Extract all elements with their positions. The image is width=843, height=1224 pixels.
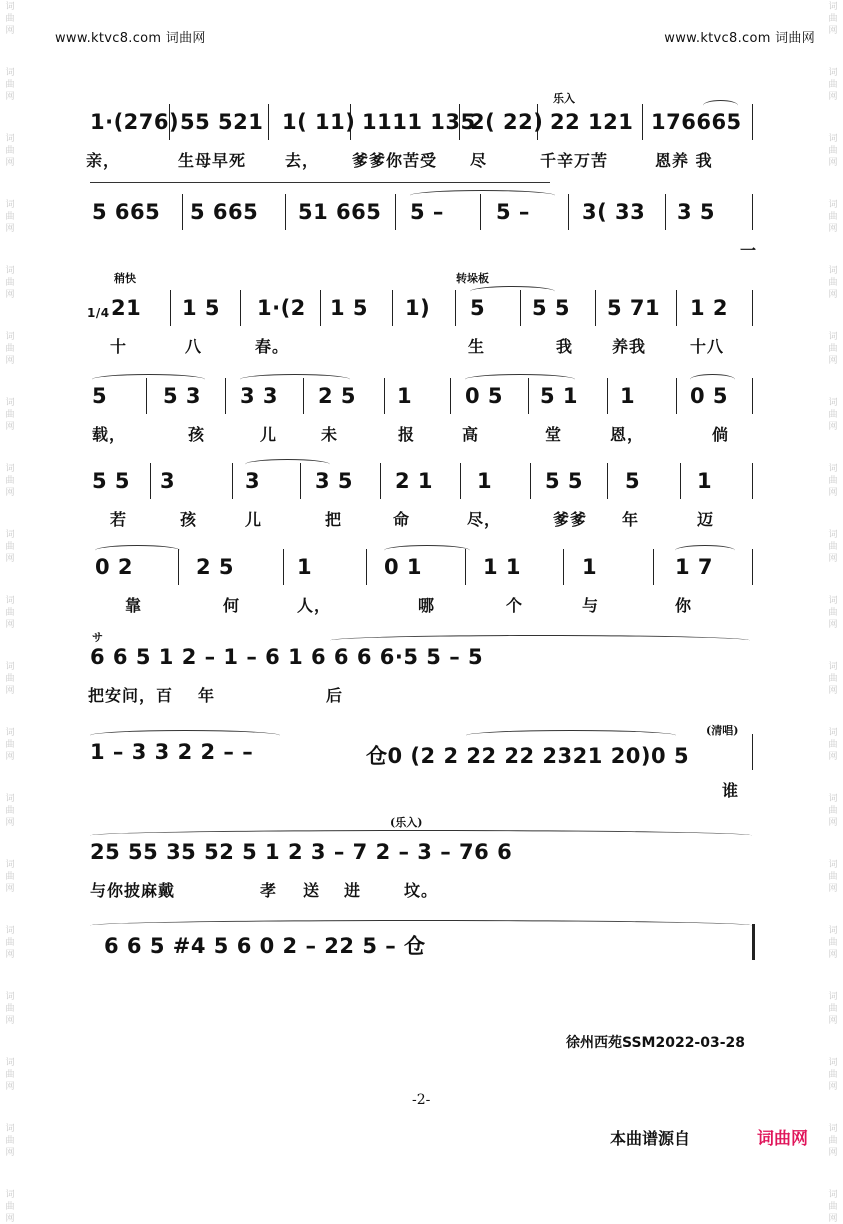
lyric-text: 亲，	[86, 151, 121, 170]
note-group: 51 665	[298, 200, 382, 224]
note-group: 2 5	[318, 384, 357, 408]
watermark-char: 网	[828, 1148, 838, 1158]
watermark-char: 网	[5, 356, 15, 366]
watermark-char: 曲	[828, 146, 838, 156]
watermark-char: 曲	[828, 278, 838, 288]
note-group: 3 5	[315, 469, 354, 493]
watermark-char: 曲	[5, 674, 15, 684]
watermark-char: 网	[5, 554, 15, 564]
bar-line	[450, 378, 451, 414]
watermark-char: 词	[828, 860, 838, 870]
watermark-char: 网	[5, 620, 15, 630]
watermark-char: 词	[828, 1058, 838, 1068]
bar-line	[752, 463, 753, 499]
watermark-char: 词	[5, 1124, 15, 1134]
watermark-char: 词	[5, 596, 15, 606]
note-group: 1	[477, 469, 493, 493]
bar-line	[303, 378, 304, 414]
lyric-text: 靠	[125, 596, 143, 615]
lyric-text: 春。	[255, 337, 290, 356]
lyric-text: 高	[462, 425, 480, 444]
note-group: 1 – 3 3 2 2 – –	[90, 740, 254, 764]
watermark-char: 词	[5, 134, 15, 144]
note-group: 1 5	[182, 296, 221, 320]
page-number: -2-	[412, 1092, 431, 1108]
watermark-char: 网	[5, 884, 15, 894]
bar-line	[752, 378, 753, 414]
watermark-char: 词	[5, 794, 15, 804]
note-group: 1	[397, 384, 413, 408]
bar-line	[384, 378, 385, 414]
note-group: 5 665	[92, 200, 161, 224]
watermark-char: 网	[5, 950, 15, 960]
watermark-char: 词	[5, 2, 15, 12]
note-group: 1	[620, 384, 636, 408]
watermark-char: 词	[5, 926, 15, 936]
watermark-char: 曲	[828, 410, 838, 420]
lyric-text: 年	[622, 510, 640, 529]
note-group: 3( 33	[582, 200, 646, 224]
lyric-text: 送	[303, 881, 321, 900]
watermark-char: 曲	[828, 80, 838, 90]
lyric-text: 去，	[285, 151, 320, 170]
watermark-char: 网	[5, 686, 15, 696]
watermark-char: 网	[828, 488, 838, 498]
watermark-char: 网	[828, 620, 838, 630]
note-group: 5	[470, 296, 486, 320]
bar-line	[568, 194, 569, 230]
watermark-char: 词	[5, 992, 15, 1002]
bar-line	[752, 549, 753, 585]
watermark-char: 网	[5, 422, 15, 432]
note-group: 6 6 5 1 2 – 1 – 6 1 6 6 6 6·5 5 – 5	[90, 645, 484, 669]
bar-line	[320, 290, 321, 326]
note-group: 0 2	[95, 555, 134, 579]
watermark-char: 词	[5, 662, 15, 672]
lyric-text: 儿	[260, 425, 278, 444]
watermark-char: 网	[828, 422, 838, 432]
lyric-text: 生母早死	[178, 151, 247, 170]
bar-line	[530, 463, 531, 499]
watermark-char: 网	[828, 1082, 838, 1092]
watermark-char: 曲	[828, 608, 838, 618]
watermark-char: 曲	[828, 212, 838, 222]
lyric-text: 迈	[697, 510, 715, 529]
lyric-text: 命	[393, 510, 411, 529]
note-group: 3 5	[677, 200, 716, 224]
watermark-char: 网	[828, 1214, 838, 1224]
note-group: 5 5	[92, 469, 131, 493]
bar-line	[595, 290, 596, 326]
lyric-text: 谁	[722, 781, 740, 800]
lyric-text: 未	[321, 425, 339, 444]
watermark-char: 词	[828, 200, 838, 210]
bar-line	[607, 378, 608, 414]
watermark-char: 曲	[5, 1070, 15, 1080]
watermark-char: 网	[5, 224, 15, 234]
performance-direction: 乐入	[553, 92, 575, 105]
watermark-char: 网	[5, 488, 15, 498]
lyric-text: 哪	[418, 596, 436, 615]
bar-line	[665, 194, 666, 230]
lyric-text: 后	[326, 686, 344, 705]
bar-line	[395, 194, 396, 230]
watermark-char: 网	[828, 356, 838, 366]
watermark-char: 词	[828, 134, 838, 144]
note-group: 5 5	[532, 296, 571, 320]
watermark-char: 网	[828, 884, 838, 894]
lyric-text: 倘	[712, 425, 730, 444]
bar-line	[752, 734, 753, 770]
watermark-char: 曲	[5, 410, 15, 420]
bar-line	[232, 463, 233, 499]
watermark-char: 曲	[5, 344, 15, 354]
bar-line	[392, 290, 393, 326]
lyric-text: 孩	[180, 510, 198, 529]
lyric-text: 爹爹	[553, 510, 588, 529]
watermark-char: 词	[5, 68, 15, 78]
note-group: 1	[297, 555, 313, 579]
watermark-char: 网	[5, 92, 15, 102]
note-group: 2( 22)	[470, 110, 544, 134]
watermark-char: 曲	[828, 938, 838, 948]
note-group: 5	[92, 384, 108, 408]
bar-line	[300, 463, 301, 499]
bar-line	[563, 549, 564, 585]
note-group: 55 521	[180, 110, 264, 134]
watermark-char: 曲	[5, 212, 15, 222]
watermark-char: 网	[5, 818, 15, 828]
note-group: 22 121	[550, 110, 634, 134]
bar-line	[465, 549, 466, 585]
note-group: 0 5	[465, 384, 504, 408]
performance-direction: 稍快	[114, 272, 136, 285]
lyric-text: 生	[468, 337, 486, 356]
footer-logo[interactable]: 词曲网	[757, 1129, 808, 1149]
watermark-char: 网	[5, 1082, 15, 1092]
note-group: 1( 11)	[282, 110, 356, 134]
bar-line	[170, 290, 171, 326]
lyric-text: 孩	[188, 425, 206, 444]
watermark-char: 网	[5, 1016, 15, 1026]
lyric-text: 载，	[92, 425, 127, 444]
bar-line	[752, 194, 753, 230]
watermark-char: 词	[828, 662, 838, 672]
lyric-text: 十	[110, 337, 128, 356]
watermark-strip-left	[0, 0, 20, 1224]
lyric-text: 堂	[545, 425, 563, 444]
watermark-char: 曲	[5, 806, 15, 816]
bar-line	[225, 378, 226, 414]
note-group: 5 –	[496, 200, 530, 224]
bar-line	[460, 463, 461, 499]
lyric-text: 千辛万苦	[540, 151, 609, 170]
note-group: 2 5	[196, 555, 235, 579]
watermark-char: 词	[5, 530, 15, 540]
bar-line	[178, 549, 179, 585]
lyric-text: 与	[582, 596, 600, 615]
lyric-text: 十八	[690, 337, 725, 356]
note-group: 3	[245, 469, 261, 493]
watermark-char: 词	[828, 596, 838, 606]
note-group: 1·(276)	[90, 110, 180, 134]
note-group: 2 1	[395, 469, 434, 493]
note-group: 5 71	[607, 296, 661, 320]
watermark-char: 网	[5, 26, 15, 36]
watermark-char: 词	[828, 530, 838, 540]
bar-line	[752, 104, 753, 140]
watermark-char: 词	[828, 926, 838, 936]
lyric-text: 尽，	[467, 510, 502, 529]
lyric-text: 恩，	[610, 425, 645, 444]
lyric-text: 把安问，百	[88, 686, 174, 705]
note-group: 25 55 35 52 5 1 2 3 – 7 2 – 3 – 76 6	[90, 840, 513, 864]
note-group: 21	[111, 296, 142, 320]
bar-line	[480, 194, 481, 230]
watermark-char: 曲	[5, 608, 15, 618]
bar-line	[520, 290, 521, 326]
lyric-text: 爹爹你苦受	[352, 151, 438, 170]
bar-line	[676, 290, 677, 326]
watermark-char: 曲	[5, 872, 15, 882]
watermark-char: 曲	[5, 146, 15, 156]
note-group: 1)	[405, 296, 431, 320]
watermark-char: 曲	[828, 1004, 838, 1014]
watermark-char: 曲	[828, 1136, 838, 1146]
note-group: 176665	[651, 110, 742, 134]
bar-line	[285, 194, 286, 230]
watermark-char: 网	[5, 158, 15, 168]
bar-line	[752, 290, 753, 326]
watermark-char: 曲	[828, 542, 838, 552]
watermark-char: 网	[828, 554, 838, 564]
note-group: 1 2	[690, 296, 729, 320]
watermark-char: 词	[5, 398, 15, 408]
lyric-text: 年	[198, 686, 216, 705]
note-group: 1 1	[483, 555, 522, 579]
note-group: 1·(2	[257, 296, 306, 320]
bar-line	[607, 463, 608, 499]
watermark-char: 词	[828, 332, 838, 342]
watermark-char: 词	[5, 266, 15, 276]
watermark-char: 网	[828, 752, 838, 762]
lyric-text: 坟。	[404, 881, 439, 900]
watermark-strip-right	[823, 0, 843, 1224]
note-group: 5 –	[410, 200, 444, 224]
watermark-char: 词	[828, 794, 838, 804]
watermark-char: 网	[828, 158, 838, 168]
lyric-text: 若	[110, 510, 128, 529]
watermark-char: 曲	[5, 14, 15, 24]
lyric-text: 儿	[245, 510, 263, 529]
watermark-char: 曲	[828, 740, 838, 750]
watermark-char: 曲	[5, 542, 15, 552]
watermark-char: 网	[828, 26, 838, 36]
note-group: 0 1	[384, 555, 423, 579]
watermark-char: 网	[828, 224, 838, 234]
lyric-text: 恩养 我	[655, 151, 713, 170]
lyric-text: 个	[506, 596, 524, 615]
bar-line	[752, 924, 755, 960]
lyric-text: 一	[740, 241, 758, 260]
watermark-char: 词	[5, 860, 15, 870]
watermark-char: 网	[828, 92, 838, 102]
watermark-char: 词	[828, 464, 838, 474]
note-group: 仓0 (2 2 22 22 2321 20)0 5	[366, 744, 690, 768]
watermark-char: 词	[5, 332, 15, 342]
watermark-char: 词	[828, 2, 838, 12]
watermark-char: 曲	[5, 1004, 15, 1014]
bar-line	[182, 194, 183, 230]
watermark-char: 词	[828, 398, 838, 408]
note-group: 5 1	[540, 384, 579, 408]
watermark-char: 曲	[5, 278, 15, 288]
bar-line	[240, 290, 241, 326]
note-group: 1 5	[330, 296, 369, 320]
note-group: 3 3	[240, 384, 279, 408]
bar-line	[642, 104, 643, 140]
watermark-char: 词	[5, 464, 15, 474]
watermark-char: 词	[828, 992, 838, 1002]
watermark-char: 网	[5, 290, 15, 300]
watermark-char: 曲	[828, 872, 838, 882]
lyric-text: 尽	[470, 151, 488, 170]
lyric-text: 进	[344, 881, 362, 900]
watermark-char: 曲	[5, 938, 15, 948]
watermark-char: 网	[5, 1148, 15, 1158]
bar-line	[366, 549, 367, 585]
note-group: 1/4	[87, 306, 110, 320]
performance-direction: 转垛板	[456, 272, 489, 285]
watermark-char: 网	[828, 950, 838, 960]
bar-line	[455, 290, 456, 326]
lyric-text: 把	[325, 510, 343, 529]
watermark-char: 词	[828, 1124, 838, 1134]
lyric-text: 我	[556, 337, 574, 356]
note-group: 0 5	[690, 384, 729, 408]
watermark-char: 曲	[5, 80, 15, 90]
bar-line	[528, 378, 529, 414]
bar-line	[146, 378, 147, 414]
lyric-text: 八	[185, 337, 203, 356]
watermark-char: 词	[5, 728, 15, 738]
performance-direction: (乐入)	[390, 816, 423, 829]
watermark-char: 曲	[5, 1202, 15, 1212]
note-group: 1	[582, 555, 598, 579]
lyric-text: 何	[223, 596, 241, 615]
watermark-char: 网	[828, 1016, 838, 1026]
watermark-char: 词	[5, 1190, 15, 1200]
watermark-char: 曲	[828, 674, 838, 684]
bar-line	[283, 549, 284, 585]
note-group: 1 7	[675, 555, 714, 579]
note-group: 3	[160, 469, 176, 493]
phrase-line	[90, 182, 550, 183]
watermark-char: 曲	[828, 1070, 838, 1080]
watermark-char: 曲	[5, 1136, 15, 1146]
note-group: 6 6 5 #4 5 6 0 2 – 22 5 – 仓	[104, 934, 426, 958]
watermark-char: 词	[5, 1058, 15, 1068]
watermark-char: 词	[5, 200, 15, 210]
note-group: 1111 135	[362, 110, 476, 134]
note-group: 5	[625, 469, 641, 493]
lyric-text: 孝	[260, 881, 278, 900]
header-left-url[interactable]: www.ktvc8.com 词曲网	[55, 31, 206, 46]
lyric-text: 人，	[297, 596, 332, 615]
bar-line	[680, 463, 681, 499]
lyric-text: 报	[398, 425, 416, 444]
note-group: 5 665	[190, 200, 259, 224]
performance-direction: サ	[92, 631, 103, 644]
watermark-char: 网	[5, 1214, 15, 1224]
watermark-char: 网	[828, 818, 838, 828]
header-right-url[interactable]: www.ktvc8.com 词曲网	[664, 31, 815, 46]
watermark-char: 词	[828, 266, 838, 276]
watermark-char: 曲	[828, 806, 838, 816]
note-group: 5 3	[163, 384, 202, 408]
watermark-char: 曲	[828, 1202, 838, 1212]
watermark-char: 词	[828, 728, 838, 738]
bar-line	[653, 549, 654, 585]
watermark-char: 曲	[828, 476, 838, 486]
signature: 徐州西苑SSM2022-03-28	[566, 1035, 746, 1051]
note-group: 1	[697, 469, 713, 493]
watermark-char: 曲	[828, 14, 838, 24]
watermark-char: 词	[828, 1190, 838, 1200]
bar-line	[150, 463, 151, 499]
watermark-char: 网	[828, 290, 838, 300]
performance-direction: (清唱)	[706, 724, 739, 737]
bar-line	[380, 463, 381, 499]
footer-source-label: 本曲谱源自	[610, 1129, 691, 1148]
bar-line	[676, 378, 677, 414]
watermark-char: 曲	[828, 344, 838, 354]
bar-line	[268, 104, 269, 140]
watermark-char: 曲	[5, 740, 15, 750]
watermark-char: 网	[5, 752, 15, 762]
note-group: 5 5	[545, 469, 584, 493]
lyric-text: 你	[675, 596, 693, 615]
lyric-text: 养我	[612, 337, 647, 356]
watermark-char: 词	[828, 68, 838, 78]
watermark-char: 网	[828, 686, 838, 696]
lyric-text: 与你披麻戴	[90, 881, 176, 900]
watermark-char: 曲	[5, 476, 15, 486]
